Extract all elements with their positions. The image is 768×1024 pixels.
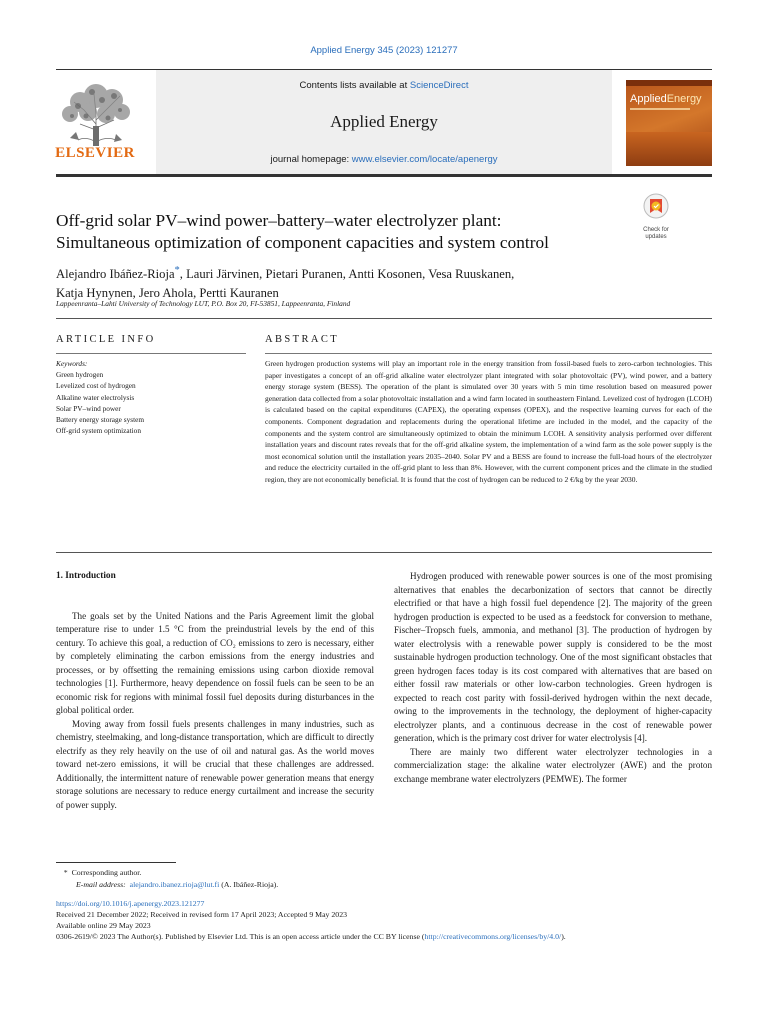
corresponding-footnote-text: Corresponding author. — [71, 868, 142, 877]
header-divider — [56, 318, 712, 319]
email-footnote — [56, 879, 712, 891]
cover-divider — [630, 108, 690, 110]
check-updates-icon — [643, 193, 669, 221]
keyword-item: Levelized cost of hydrogen — [56, 381, 136, 391]
email-link[interactable]: alejandro.ibanez.rioja@lut.fi — [129, 879, 220, 889]
email-name: (A. Ibáñez-Rioja). — [221, 879, 279, 889]
article-info-divider — [56, 353, 246, 354]
article-title — [56, 210, 616, 253]
corresponding-footnote-mark: * — [63, 868, 68, 877]
cover-title — [630, 93, 702, 105]
keyword-item: Solar PV–wind power — [56, 403, 121, 413]
abstract-text: Green hydrogen production systems will play an important role in the energy transition from fossil-based fuels to zero-carbon technologies. This paper investigates a concept of an off-grid alkaline water electrolyzer plant integrated with solar photovoltaic (PV), wind power, and a battery energy storage system (BESS). The operation of the plant is simulated over 30 years with 5 min time resolution based on measured power generation data collected from a solar photovoltaic installation and a wind farm located in southeastern Finland. Levelized cost of hydrogen (LCOH) is calculated based on the capital expenditures (CAPEX), the operating expenses (OPEX), and the respective learning curves for each of the components. Component degradation and replacements during the operational lifetime are included in the model, and the capacity of the components and the system control are simultaneously optimized to obtain the minimum LCOH. A sensitivity analysis performed over different installation years and discount rates reveals that for the off-grid alkaline system, the implementation of a wind farm as the sole power supply is the most economical solution until the installation years 2035–2040. Solar PV and a BESS are found to increase the full-load hours of the electrolyzer and reduce the electricity curtailed in the off-grid plant to less than 8%. However, with the current component prices and the climate in the studied region, they are not economically beneficial. It is found that the cost of hydrogen can be reduced to 2 €/kg by the year 2030. — [265, 359, 712, 484]
elsevier-tree-icon — [56, 80, 136, 148]
license-line — [56, 931, 712, 942]
abstract-heading: ABSTRACT — [265, 334, 340, 345]
footnote-divider — [56, 862, 176, 863]
license-link[interactable]: http://creativecommons.org/licenses/by/4.0/ — [424, 932, 562, 941]
cover-bottom-band — [626, 132, 712, 166]
authors-rest: , Lauri Järvinen, Pietari Puranen, Antti Kosonen, Vesa Ruuskanen, — [179, 267, 515, 282]
title-line-2: Simultaneous optimization of component capacities and system control — [56, 232, 549, 252]
email-label: E-mail address: — [76, 879, 126, 889]
keyword-item: Green hydrogen — [56, 370, 104, 380]
available-online: Available online 29 May 2023 — [56, 921, 151, 930]
keywords-block — [56, 358, 246, 436]
license-close: ). — [561, 932, 566, 941]
introduction-heading: 1. Introduction — [56, 571, 116, 581]
authors-line-2: Katja Hynynen, Jero Ahola, Pertti Kauranen — [56, 285, 279, 300]
license-text: 0306-2619/© 2023 The Author(s). Published by Elsevier Ltd. This is an open access article under the CC BY license ( — [56, 932, 425, 941]
elsevier-logo[interactable] — [56, 80, 136, 166]
author-corresponding[interactable]: Alejandro Ibáñez-Rioja — [56, 267, 175, 282]
keyword-item: Alkaline water electrolysis — [56, 392, 135, 402]
corresponding-mark[interactable]: * — [174, 265, 180, 276]
cover-title-b: Energy — [666, 93, 702, 105]
footnotes — [56, 867, 712, 890]
intro-paragraph-3: Hydrogen produced with renewable power sources is one of the most promising alternatives that enables the decarbonization of sectors that cannot be directly electrified or that have a high fossil fuel dependence [2]. The majority of the green hydrogen production is expected to be used as a feedstock for conversion to methane, Fischer–Tropsch fuels, ammonia, and methanol [3]. The production of hydrogen by water electrolysis with a renewable power supply is considered to be the most sustainable hydrogen production technology. One of the most significant obstacles that green hydrogen faces today is its cost compared with alternatives that are based on either fossil raw materials or other low-carbon technologies. Green hydrogen is expected to reach cost parity with fossil-derived hydrogen within the next decade, owing to the improvements in the technology, the deployment of higher-capacity electrolyzer plants, and a continuous decrease in the cost of renewable power generation, which is the primary cost driver for water electrolysis [4]. — [394, 571, 712, 743]
check-updates-label: Check for updates — [643, 227, 669, 240]
affiliation: Lappeenranta–Lahti University of Technology LUT, P.O. Box 20, FI-53851, Lappeenranta, Finland — [56, 299, 351, 308]
abstract-bottom-divider — [56, 552, 712, 553]
journal-title: Applied Energy — [330, 112, 438, 131]
corresponding-footnote — [56, 867, 712, 879]
publisher-name: ELSEVIER — [55, 145, 135, 161]
masthead-center-panel — [156, 70, 612, 174]
received-dates: Received 21 December 2022; Received in revised form 17 April 2023; Accepted 9 May 2023 — [56, 910, 348, 919]
sciencedirect-link[interactable]: ScienceDirect — [409, 80, 469, 91]
body-column-right — [394, 570, 712, 786]
homepage-link[interactable]: www.elsevier.com/locate/apenergy — [351, 154, 498, 165]
journal-masthead — [56, 69, 712, 177]
intro-paragraph-2: Moving away from fossil fuels presents challenges in many industries, such as chemistry, steelmaking, and long-distance transportation, which are difficult to directly electrify as they rely heavily on the use of oil and natural gas. As the world moves toward net-zero emissions, it will be crucial that these challenges are addressed. Additionally, the intermittent nature of renewable power generation means that energy storage solutions are necessary to reduce energy curtailment and increase the security of power supply. — [56, 718, 374, 810]
contents-line — [156, 80, 612, 91]
author-list — [56, 262, 656, 302]
abstract-divider — [265, 353, 712, 354]
publication-info — [56, 898, 712, 942]
homepage-prefix: journal homepage: — [270, 154, 352, 165]
contents-prefix: Contents lists available at — [299, 80, 410, 91]
keyword-item: Battery energy storage system — [56, 415, 145, 425]
title-line-1: Off-grid solar PV–wind power–battery–water electrolyzer plant: — [56, 211, 502, 230]
journal-cover-thumbnail[interactable] — [626, 80, 712, 166]
body-column-left — [56, 570, 374, 812]
intro-paragraph-1: The goals set by the United Nations and the Paris Agreement limit the global temperature rise to under 1.5 °C from the preindustrial levels by the end of this century. To achieve this goal, a reduction of CO₂ emissions to zero is necessary, either by completely eliminating the carbon emissions from the energy industries and processes, or by offsetting the remaining emissions using carbon dioxide removal technologies [1]. Furthermore, heavy dependence on fossil fuels can be seen to be an economic risk for regions with minimal fossil fuel deposits during disturbances in the global political order. — [56, 610, 374, 715]
doi-link[interactable]: https://doi.org/10.1016/j.apenergy.2023.121277 — [56, 899, 205, 908]
article-info-heading: ARTICLE INFO — [56, 334, 156, 345]
homepage-line — [156, 154, 612, 165]
keywords-label: Keywords: — [56, 359, 88, 368]
keyword-item: Off-grid system optimization — [56, 426, 141, 436]
cover-top-band — [626, 80, 712, 86]
journal-reference[interactable]: Applied Energy 345 (2023) 121277 — [310, 45, 458, 56]
intro-paragraph-4: There are mainly two different water electrolyzer technologies in a commercialization stage: the alkaline water electrolyzer (AWE) and the proton exchange membrane water electrolyzers (PEMWE). The former — [394, 746, 712, 784]
check-for-updates-badge[interactable] — [636, 193, 676, 240]
cover-title-a: Applied — [630, 93, 667, 105]
